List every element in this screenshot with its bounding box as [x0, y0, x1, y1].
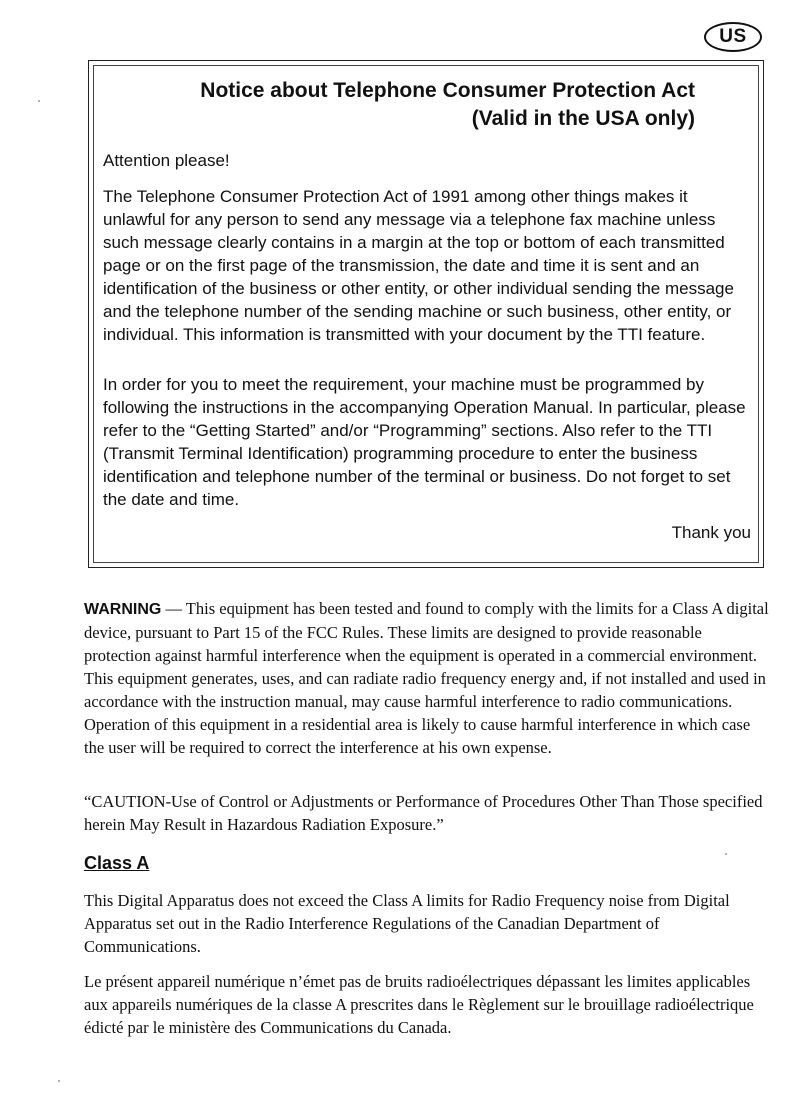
fcc-warning-paragraph	[84, 597, 772, 759]
warning-text: — This equipment has been tested and found to comply with the limits for a Class A digital device, pursuant to Part 15 of the FCC Rules. These limits are designed to provide reasonable protection against harmful interference when the equipment is operated in a commercial environment. This equipment generates, uses, and can radiate radio frequency energy and, if not installed and used in accordance with the instruction manual, may cause harmful interference to radio communications. Operation of this equipment in a residential area is likely to cause harmful interference in which case the user will be required to correct the interference at his own expense.	[84, 599, 769, 757]
notice-thank-you: Thank you	[671, 523, 751, 542]
notice-attention: Attention please!	[103, 151, 230, 170]
class-a-french-paragraph: Le présent appareil numérique n’émet pas de bruits radioélectriques dépassant les limites applicables aux appareils numériques de la classe A prescrites dans le Règlement sur le brouillage radioélectrique édicté par le ministère des Communications du Canada.	[84, 972, 754, 1037]
caution-paragraph: “CAUTION-Use of Control or Adjustments or Performance of Procedures Other Than Those specified herein May Result in Hazardous Radiation Exposure.”	[84, 792, 763, 834]
warning-label: WARNING	[84, 601, 162, 618]
notice-paragraph-1: The Telephone Consumer Protection Act of 1991 among other things makes it unlawful for any person to send any message via a telephone fax machine unless such message clearly contains in a margin at the top or bottom of each transmitted page or on the first page of the transmission, the date and time it is sent and an identification of the business or other entity, or other individual sending the message and the telephone number of the sending machine or such business, other entity, or individual. This information is transmitted with your document by the TTI feature.	[103, 187, 734, 344]
scan-speck	[58, 1080, 60, 1082]
class-a-english-paragraph: This Digital Apparatus does not exceed the Class A limits for Radio Frequency noise from Digital Apparatus set out in the Radio Interference Regulations of the Canadian Department of Communications.	[84, 891, 730, 956]
class-a-heading: Class A	[84, 853, 150, 873]
notice-title	[89, 77, 695, 133]
notice-paragraph-2: In order for you to meet the requirement, your machine must be programmed by following the instructions in the accompanying Operation Manual. In particular, please refer to the “Getting Started” and/or “Programming” sections. Also refer to the TTI (Transmit Terminal Identification) programming procedure to enter the business identification and telephone number of the terminal or business. Do not forget to set the date and time.	[103, 375, 746, 509]
notice-title-line2: (Valid in the USA only)	[471, 107, 695, 130]
notice-title-line1: Notice about Telephone Consumer Protection Act	[200, 79, 695, 102]
scan-speck	[38, 100, 40, 102]
us-region-badge: US	[704, 22, 762, 52]
tcpa-notice-box	[88, 60, 764, 568]
scan-speck	[725, 853, 727, 855]
